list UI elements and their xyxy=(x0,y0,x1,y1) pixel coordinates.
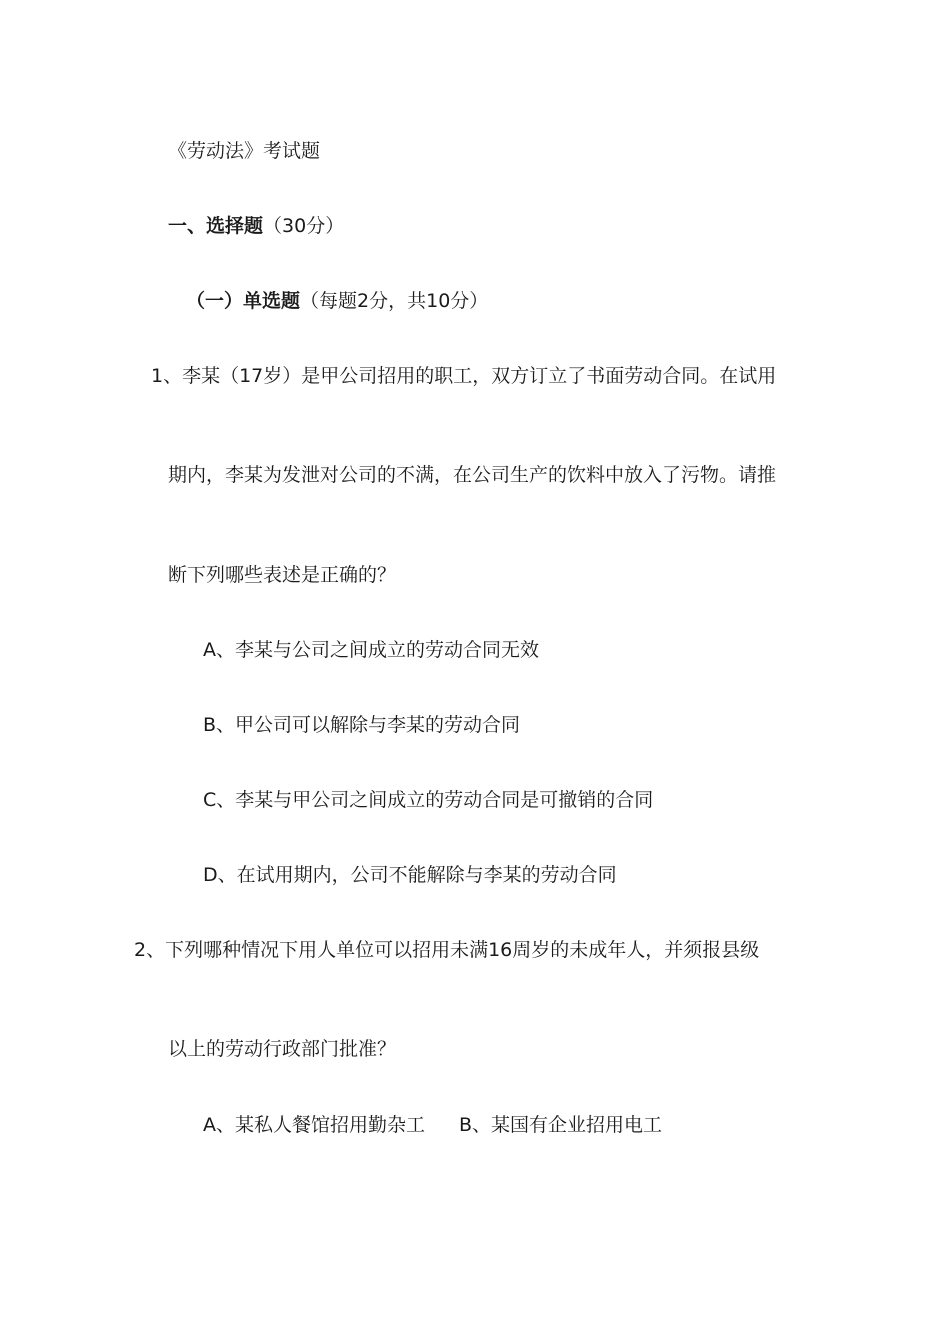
question-1-line-3: 断下列哪些表述是正确的？ xyxy=(168,564,397,586)
subsection-heading xyxy=(186,288,488,314)
subsection-score-note: （每题2分，共10分） xyxy=(300,290,489,312)
question-1-line-1: 1、李某（17岁）是甲公司招用的职工，双方订立了书面劳动合同。在试用 xyxy=(151,365,777,387)
section-heading xyxy=(168,213,344,239)
question-2-line-1: 2、下列哪种情况下用人单位可以招用未满16周岁的未成年人，并须报县级 xyxy=(134,939,760,961)
question-2-option-b: B、某国有企业招用电工 xyxy=(459,1114,663,1136)
question-1-line-2: 期内，李某为发泄对公司的不满，在公司生产的饮料中放入了污物。请推 xyxy=(168,464,777,486)
question-2-line-2: 以上的劳动行政部门批准？ xyxy=(168,1038,397,1060)
question-1-option-c: C、李某与甲公司之间成立的劳动合同是可撤销的合同 xyxy=(203,789,654,811)
question-2-options-row xyxy=(203,1112,662,1138)
document-title: 《劳动法》考试题 xyxy=(168,140,321,162)
question-2-option-a: A、某私人餐馆招用勤杂工 xyxy=(203,1114,425,1136)
subsection-label: （一）单选题 xyxy=(186,290,301,312)
question-1-option-a: A、李某与公司之间成立的劳动合同无效 xyxy=(203,639,539,661)
question-1-option-b: B、甲公司可以解除与李某的劳动合同 xyxy=(203,714,521,736)
question-1-option-d: D、在试用期内，公司不能解除与李某的劳动合同 xyxy=(203,864,617,886)
section-label: 一、选择题 xyxy=(168,215,264,237)
section-score-note: （30分） xyxy=(263,215,345,237)
